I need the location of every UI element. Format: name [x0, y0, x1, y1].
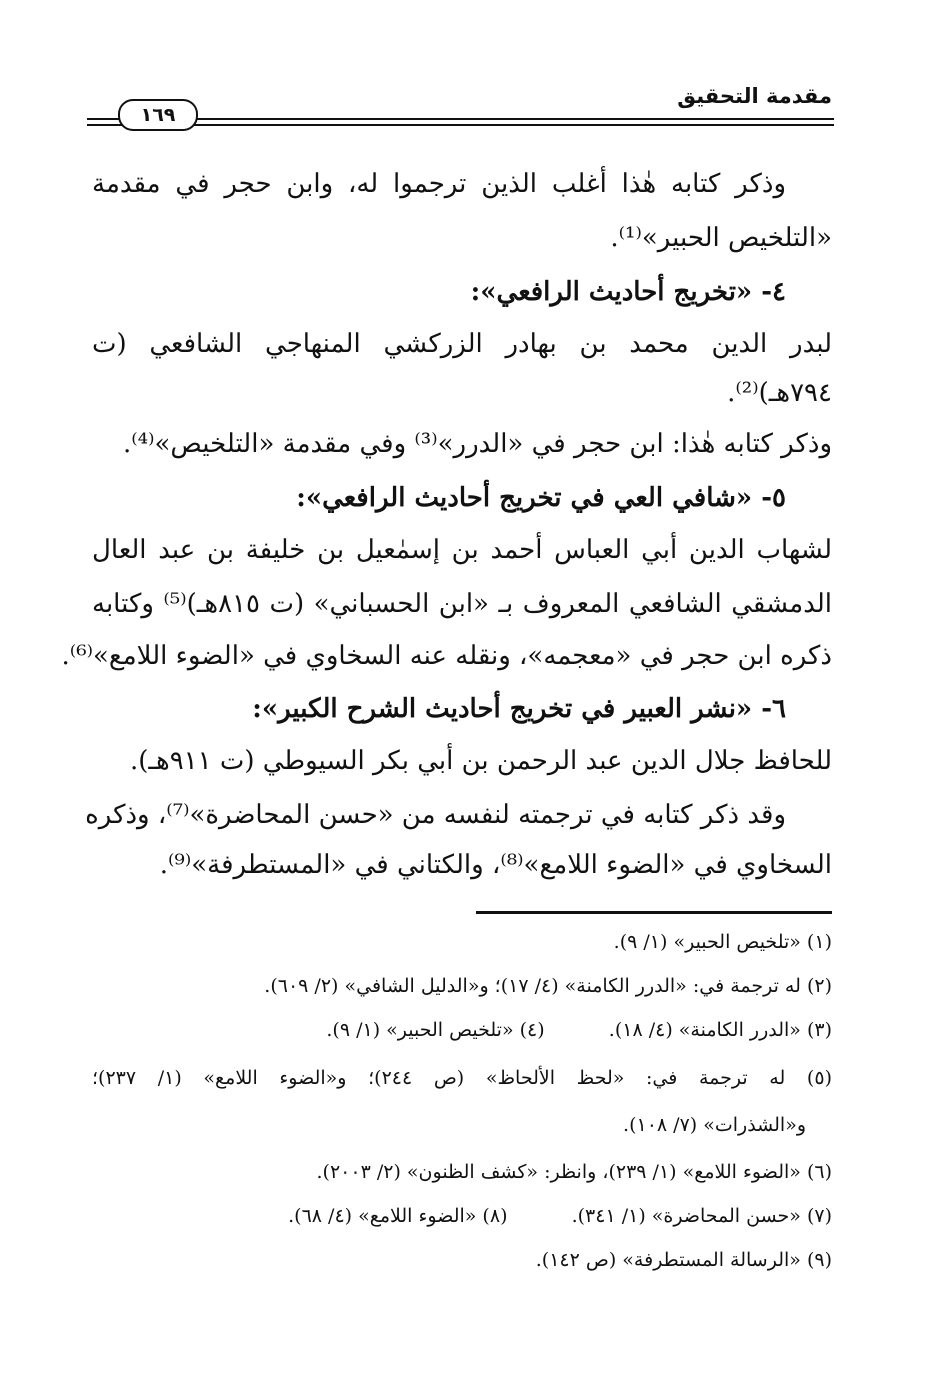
- footnote-5: (٥) له ترجمة في: «لحظ الألحاظ» (ص ٢٤٤)؛ و«الضوء اللامع» (١/ ٢٣٧)؛: [92, 1067, 832, 1089]
- section-heading-6: ٦- «نشر العبير في تخريج أحاديث الشرح الكبير»:: [252, 694, 786, 724]
- footnote-row-7-8: [92, 1202, 832, 1230]
- body-line: ذكره ابن حجر في «معجمه»، ونقله عنه السخاوي في «الضوء اللامع»⁽⁶⁾.: [61, 641, 832, 671]
- footnote-1: (١) «تلخيص الحبير» (١/ ٩).: [613, 931, 832, 953]
- section-heading-4: ٤- «تخريج أحاديث الرافعي»:: [470, 277, 786, 307]
- footnote-5-cont: و«الشذرات» (٧/ ١٠٨).: [623, 1114, 806, 1136]
- running-title: مقدمة التحقيق: [677, 84, 832, 108]
- body-line: للحافظ جلال الدين عبد الرحمن بن أبي بكر السيوطي (ت ٩١١هـ).: [129, 746, 832, 776]
- footnote-row-3-4: [92, 1016, 832, 1044]
- footnote-9: (٩) «الرسالة المستطرفة» (ص ١٤٢).: [535, 1249, 832, 1271]
- body-line: وقد ذكر كتابه في ترجمته لنفسه من «حسن المحاضرة»⁽⁷⁾، وذكره: [85, 800, 786, 830]
- header-rule-top: [87, 118, 834, 120]
- body-line: ٧٩٤هـ)⁽²⁾.: [727, 378, 832, 408]
- header-rule-bottom: [87, 124, 834, 126]
- body-line: لبدر الدين محمد بن بهادر الزركشي المنهاجي الشافعي (ت: [92, 329, 832, 359]
- footnote-4: (٤) «تلخيص الحبير» (١/ ٩).: [326, 1019, 545, 1041]
- footnote-3: (٣) «الدرر الكامنة» (٤/ ١٨).: [608, 1019, 832, 1041]
- body-line: الدمشقي الشافعي المعروف بـ «ابن الحسباني» (ت ٨١٥هـ)⁽⁵⁾ وكتابه: [92, 589, 833, 619]
- body-line: «التلخيص الحبير»⁽¹⁾.: [610, 223, 832, 253]
- body-line: السخاوي في «الضوء اللامع»⁽⁸⁾، والكتاني في «المستطرفة»⁽⁹⁾.: [159, 850, 832, 880]
- page-number: ١٦٩: [118, 99, 198, 131]
- footnote-2: (٢) له ترجمة في: «الدرر الكامنة» (٤/ ١٧)؛ و«الدليل الشافي» (٢/ ٦٠٩).: [264, 975, 832, 997]
- footnote-7: (٧) «حسن المحاضرة» (١/ ٣٤١).: [571, 1205, 832, 1227]
- body-line: وذكر كتابه هٰذا أغلب الذين ترجموا له، وابن حجر في مقدمة: [92, 169, 786, 199]
- body-line: لشهاب الدين أبي العباس أحمد بن إسمٰعيل بن خليفة بن عبد العال: [92, 535, 832, 565]
- body-line: وذكر كتابه هٰذا: ابن حجر في «الدرر»⁽³⁾ وفي مقدمة «التلخيص»⁽⁴⁾.: [122, 429, 832, 459]
- footnote-separator: [476, 911, 832, 914]
- footnote-6: (٦) «الضوء اللامع» (١/ ٢٣٩)، وانظر: «كشف الظنون» (٢/ ٢٠٠٣).: [316, 1161, 832, 1183]
- section-heading-5: ٥- «شافي العي في تخريج أحاديث الرافعي»:: [296, 483, 786, 513]
- footnote-8: (٨) «الضوء اللامع» (٤/ ٦٨).: [288, 1205, 508, 1227]
